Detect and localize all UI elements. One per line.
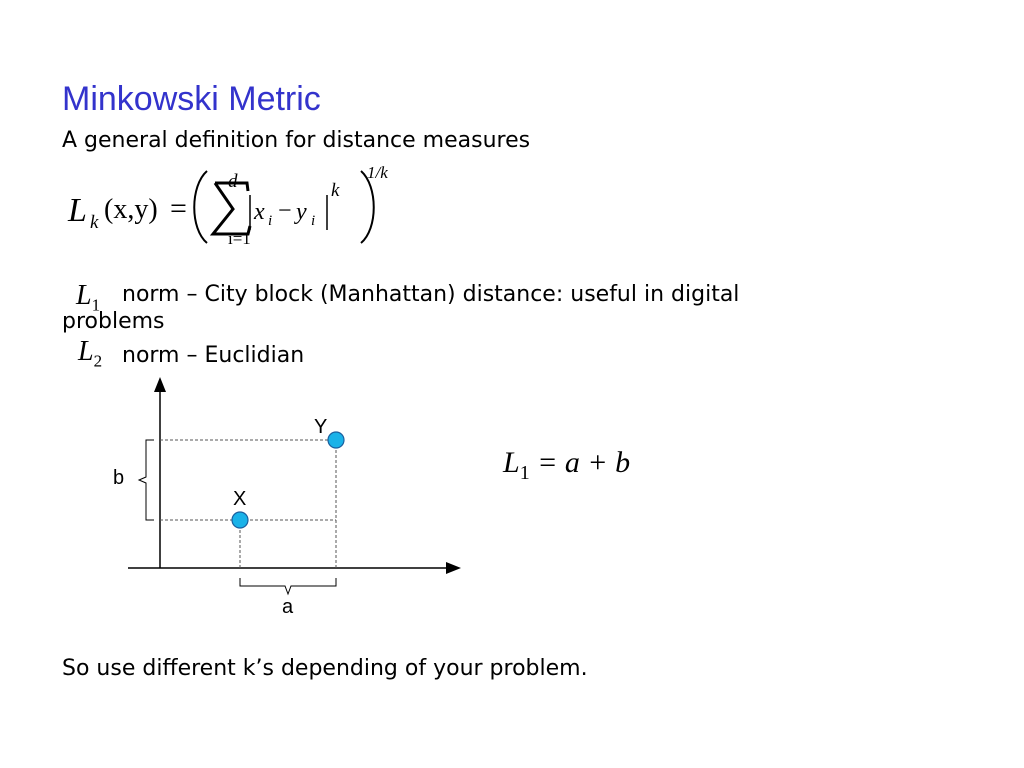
- formula-outer-power: 1/k: [367, 163, 388, 182]
- formula-equals: =: [170, 192, 187, 225]
- point-x-label: X: [233, 488, 247, 510]
- point-y-marker: [328, 432, 344, 448]
- l2-norm-symbol: $L_2$: [78, 336, 103, 371]
- brace-b-label: b: [113, 467, 125, 489]
- formula-lhs-args: (x,y): [104, 194, 158, 225]
- formula-sum-lower: i=1: [228, 229, 251, 248]
- l2-norm-description: norm – Euclidian: [122, 343, 305, 368]
- slide-title: Minkowski Metric: [62, 80, 321, 118]
- l1-norm-description: norm – City block (Manhattan) distance: useful in digital: [122, 282, 740, 307]
- formula-lhs-subscript: k: [90, 212, 99, 233]
- formula-minus: −: [278, 198, 292, 224]
- l1-equation-subscript: 1: [519, 462, 530, 484]
- l1-equation-rhs: = a + b: [529, 446, 631, 479]
- formula-summand2: y: [296, 199, 307, 225]
- point-x-marker: [232, 512, 248, 528]
- brace-a-icon: [240, 578, 336, 594]
- formula-summand2-index: i: [311, 213, 316, 229]
- point-y-label: Y: [314, 416, 328, 438]
- l1-norm-continuation: problems: [62, 309, 165, 334]
- brace-b-icon: [139, 440, 154, 520]
- formula-lhs: L: [68, 192, 87, 229]
- formula-summand-index: i: [268, 213, 273, 229]
- slide-subtitle: A general definition for distance measures: [62, 128, 531, 153]
- formula-power: k: [331, 180, 340, 201]
- closing-remark: So use different k’s depending of your problem.: [62, 656, 588, 681]
- formula-sum-upper: d: [228, 171, 238, 192]
- l1-equation-symbol: L: [503, 446, 520, 479]
- l1-equation: [503, 446, 630, 485]
- brace-a-label: a: [282, 596, 294, 618]
- l1-norm-symbol: $L_1$: [76, 280, 101, 315]
- formula-summand: x: [254, 199, 265, 225]
